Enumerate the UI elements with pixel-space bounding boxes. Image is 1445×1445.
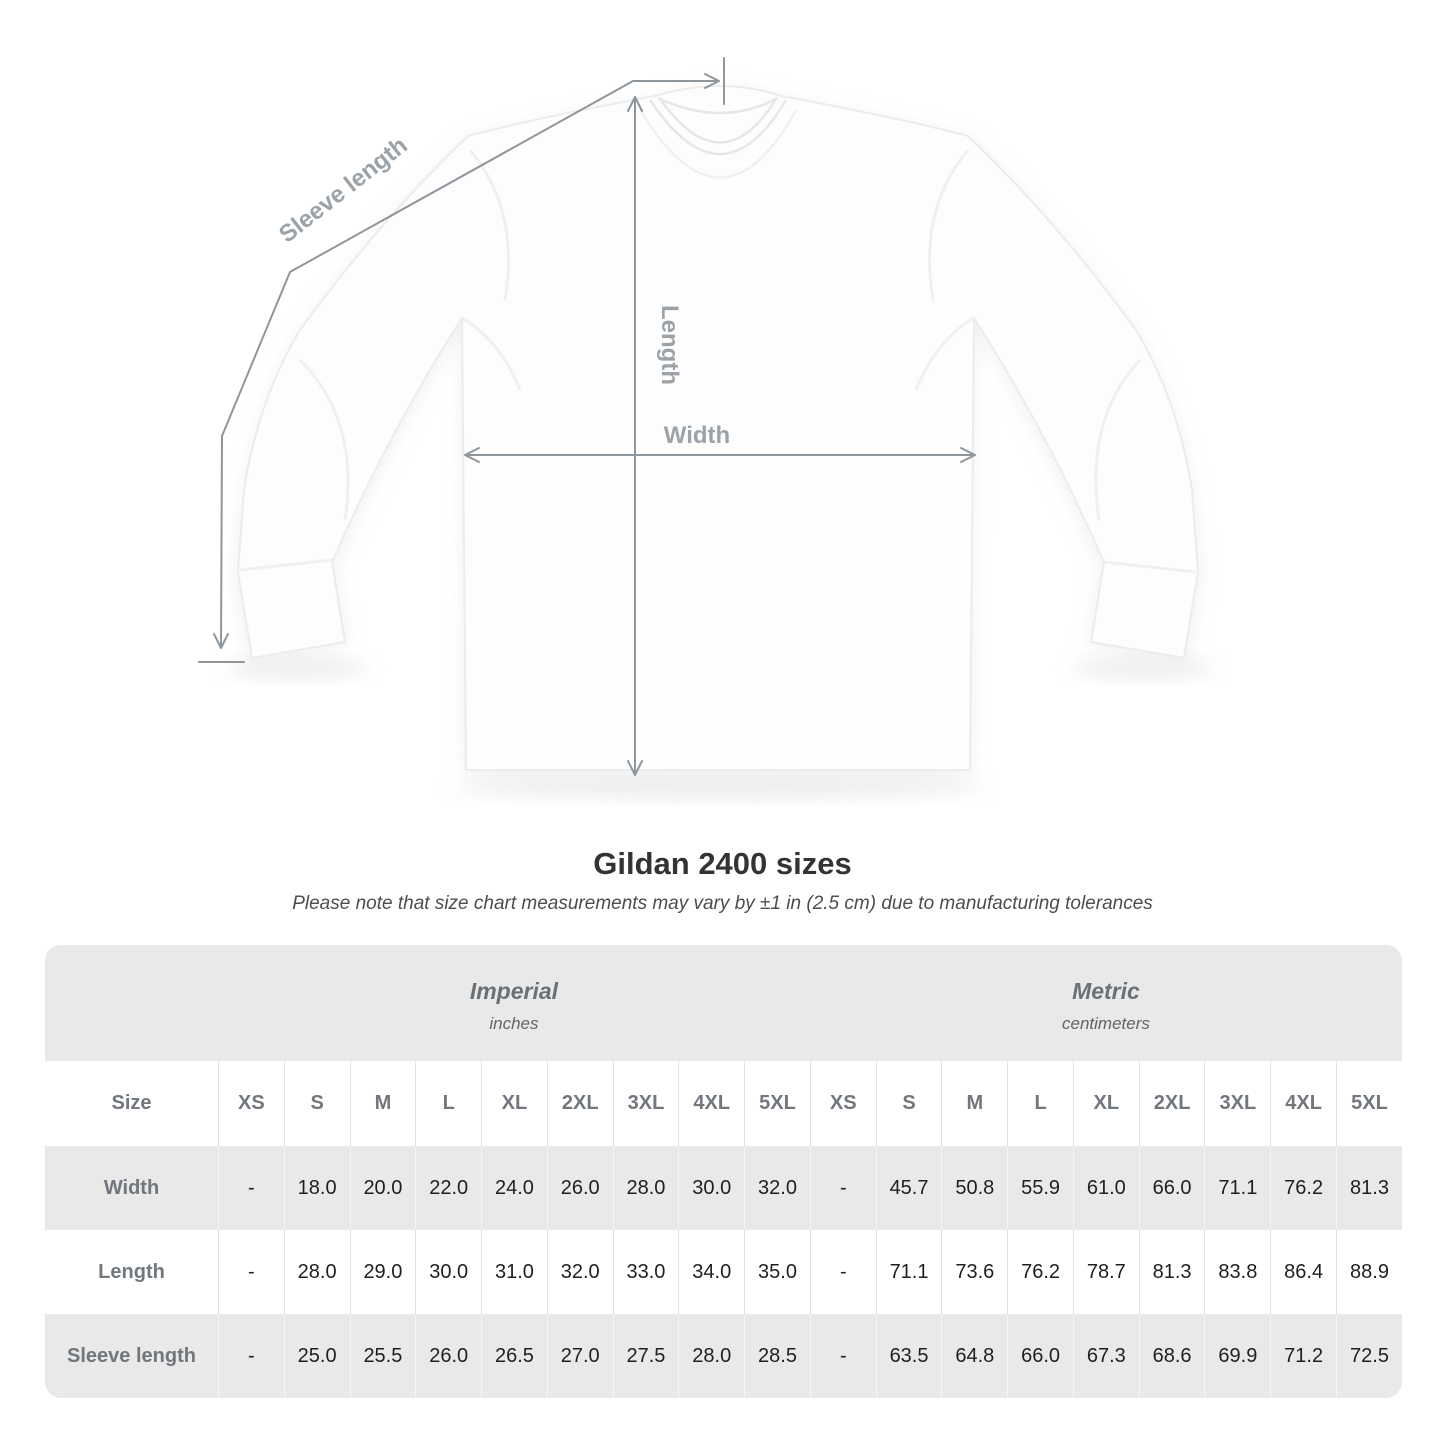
data-cell: 25.0 bbox=[284, 1314, 350, 1398]
data-cell: 26.0 bbox=[415, 1314, 481, 1398]
data-cell: 81.3 bbox=[1336, 1146, 1402, 1230]
size-column-header: L bbox=[1007, 1061, 1073, 1146]
size-column-header: 3XL bbox=[613, 1061, 679, 1146]
data-cell: 72.5 bbox=[1336, 1314, 1402, 1398]
data-cell: - bbox=[810, 1230, 876, 1314]
size-corner-header: Size bbox=[45, 1061, 218, 1146]
size-column-header: 3XL bbox=[1204, 1061, 1270, 1146]
data-cell: 30.0 bbox=[415, 1230, 481, 1314]
data-cell: 83.8 bbox=[1204, 1230, 1270, 1314]
data-cell: 28.5 bbox=[744, 1314, 810, 1398]
data-cell: 26.0 bbox=[547, 1146, 613, 1230]
data-cell: 66.0 bbox=[1139, 1146, 1205, 1230]
size-column-header: M bbox=[941, 1061, 1007, 1146]
group-header-imperial bbox=[218, 945, 810, 1061]
table-row bbox=[45, 1146, 1402, 1230]
size-column-header: XS bbox=[218, 1061, 284, 1146]
size-column-header: L bbox=[415, 1061, 481, 1146]
data-cell: - bbox=[218, 1230, 284, 1314]
data-cell: 50.8 bbox=[941, 1146, 1007, 1230]
size-column-header: XL bbox=[1073, 1061, 1139, 1146]
data-cell: 28.0 bbox=[678, 1314, 744, 1398]
data-cell: - bbox=[218, 1314, 284, 1398]
data-cell: 26.5 bbox=[481, 1314, 547, 1398]
corner-cell bbox=[45, 945, 218, 1061]
data-cell: 63.5 bbox=[876, 1314, 942, 1398]
size-column-header: XS bbox=[810, 1061, 876, 1146]
page-title: Gildan 2400 sizes bbox=[593, 846, 852, 881]
data-cell: 76.2 bbox=[1007, 1230, 1073, 1314]
data-cell: 35.0 bbox=[744, 1230, 810, 1314]
data-cell: 22.0 bbox=[415, 1146, 481, 1230]
group-name: Metric bbox=[1072, 978, 1140, 1004]
data-cell: 20.0 bbox=[350, 1146, 416, 1230]
row-label: Width bbox=[45, 1146, 218, 1230]
group-unit: centimeters bbox=[1062, 1014, 1150, 1033]
size-table bbox=[45, 945, 1402, 1398]
data-cell: 71.2 bbox=[1270, 1314, 1336, 1398]
data-cell: 78.7 bbox=[1073, 1230, 1139, 1314]
data-cell: 71.1 bbox=[1204, 1146, 1270, 1230]
data-cell: 64.8 bbox=[941, 1314, 1007, 1398]
data-cell: 32.0 bbox=[547, 1230, 613, 1314]
page-subtitle: Please note that size chart measurements may vary by ±1 in (2.5 cm) due to manufacturing tolerances bbox=[292, 893, 1153, 914]
data-cell: 73.6 bbox=[941, 1230, 1007, 1314]
data-cell: 34.0 bbox=[678, 1230, 744, 1314]
data-cell: 27.0 bbox=[547, 1314, 613, 1398]
size-column-header: 4XL bbox=[1270, 1061, 1336, 1146]
size-column-header: 2XL bbox=[1139, 1061, 1205, 1146]
data-cell: 69.9 bbox=[1204, 1314, 1270, 1398]
data-cell: 66.0 bbox=[1007, 1314, 1073, 1398]
unit-group-row bbox=[45, 945, 1402, 1061]
size-column-header: S bbox=[284, 1061, 350, 1146]
row-label: Sleeve length bbox=[45, 1314, 218, 1398]
data-cell: 30.0 bbox=[678, 1146, 744, 1230]
table-row bbox=[45, 1314, 1402, 1398]
length-label: Length bbox=[656, 305, 683, 385]
data-cell: 28.0 bbox=[613, 1146, 679, 1230]
data-cell: 61.0 bbox=[1073, 1146, 1139, 1230]
data-cell: 68.6 bbox=[1139, 1314, 1205, 1398]
data-cell: 18.0 bbox=[284, 1146, 350, 1230]
size-column-header: 5XL bbox=[744, 1061, 810, 1146]
data-cell: 55.9 bbox=[1007, 1146, 1073, 1230]
group-unit: inches bbox=[489, 1014, 539, 1033]
size-column-header: 5XL bbox=[1336, 1061, 1402, 1146]
size-column-header: 4XL bbox=[678, 1061, 744, 1146]
group-name: Imperial bbox=[469, 978, 559, 1004]
width-label: Width bbox=[663, 422, 731, 449]
size-column-header: XL bbox=[481, 1061, 547, 1146]
data-cell: 32.0 bbox=[744, 1146, 810, 1230]
data-cell: 31.0 bbox=[481, 1230, 547, 1314]
table-row bbox=[45, 1230, 1402, 1314]
row-label: Length bbox=[45, 1230, 218, 1314]
data-cell: 76.2 bbox=[1270, 1146, 1336, 1230]
data-cell: - bbox=[218, 1146, 284, 1230]
data-cell: - bbox=[810, 1314, 876, 1398]
data-cell: 33.0 bbox=[613, 1230, 679, 1314]
data-cell: 24.0 bbox=[481, 1146, 547, 1230]
data-cell: 25.5 bbox=[350, 1314, 416, 1398]
data-cell: 71.1 bbox=[876, 1230, 942, 1314]
data-cell: - bbox=[810, 1146, 876, 1230]
data-cell: 81.3 bbox=[1139, 1230, 1205, 1314]
size-header-row bbox=[45, 1061, 1402, 1146]
group-header-metric bbox=[810, 945, 1402, 1061]
size-column-header: S bbox=[876, 1061, 942, 1146]
data-cell: 86.4 bbox=[1270, 1230, 1336, 1314]
data-cell: 29.0 bbox=[350, 1230, 416, 1314]
data-cell: 67.3 bbox=[1073, 1314, 1139, 1398]
size-column-header: M bbox=[350, 1061, 416, 1146]
size-column-header: 2XL bbox=[547, 1061, 613, 1146]
sleeve-length-label: Sleeve length bbox=[274, 131, 413, 249]
data-cell: 45.7 bbox=[876, 1146, 942, 1230]
data-cell: 27.5 bbox=[613, 1314, 679, 1398]
data-cell: 88.9 bbox=[1336, 1230, 1402, 1314]
data-cell: 28.0 bbox=[284, 1230, 350, 1314]
